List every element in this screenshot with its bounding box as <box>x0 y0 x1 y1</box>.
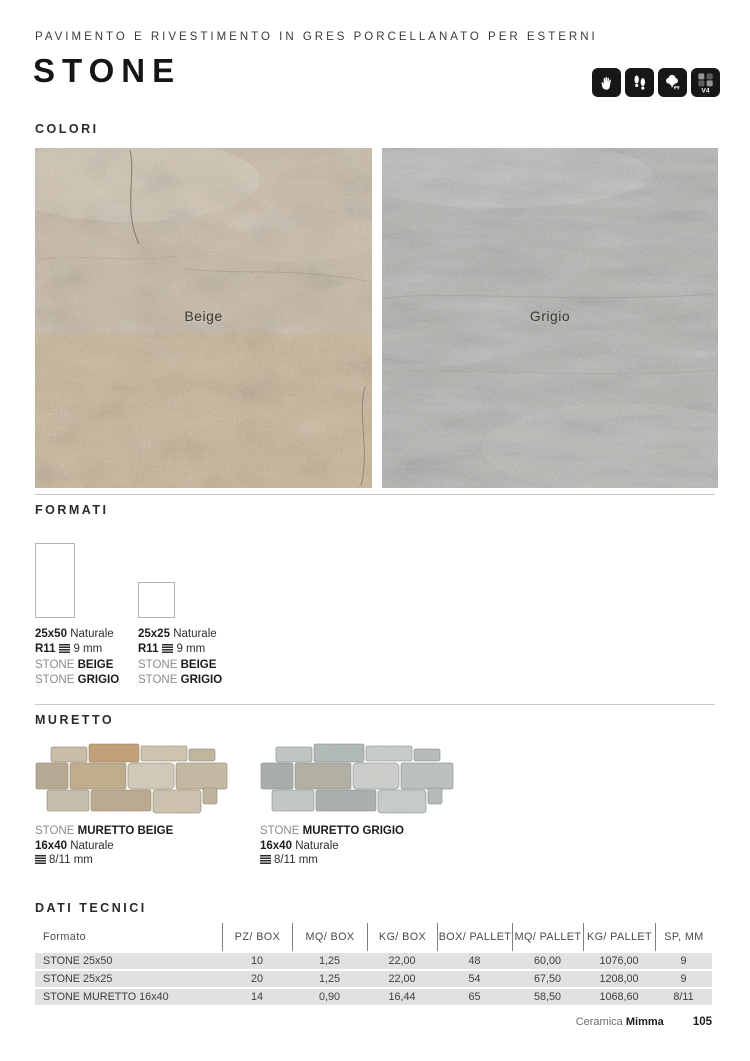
cell-value: 22,00 <box>388 955 416 967</box>
format-color-line: STONE BEIGE <box>35 659 114 671</box>
cell-value: 10 <box>250 955 263 967</box>
table-row <box>35 971 712 987</box>
section-heading-muretto: MURETTO <box>35 713 115 727</box>
color-swatch-beige <box>35 148 372 488</box>
cell-value: 1,25 <box>318 955 340 967</box>
section-heading-formati: FORMATI <box>35 503 109 517</box>
column-header: KG/ BOX <box>367 923 437 951</box>
cell-value: 20 <box>250 973 263 985</box>
cell-value: 1208,00 <box>599 973 639 985</box>
certification-icons <box>592 68 720 97</box>
cell-value: 48 <box>468 955 481 967</box>
table-row <box>35 953 712 969</box>
cell-value: 54 <box>468 973 481 985</box>
column-header: KG/ PALLET <box>583 923 655 951</box>
section-heading-dati-tecnici: DATI TECNICI <box>35 901 147 915</box>
page-number: 105 <box>692 1016 712 1028</box>
format-shape-25x25 <box>138 582 175 618</box>
format-color-line: STONE GRIGIO <box>35 674 120 686</box>
shade-variation-label: V4 <box>701 87 710 94</box>
muretto-name-line: STONE MURETTO BEIGE <box>35 825 174 837</box>
section-heading-colori: COLORI <box>35 122 99 136</box>
cell-value: 60,00 <box>533 955 562 967</box>
swatch-label-grigio: Grigio <box>529 308 571 324</box>
muretto-size-line: 16x40 Naturale <box>35 839 114 852</box>
muretto-name-line: STONE MURETTO GRIGIO <box>260 825 404 837</box>
cell-value: 1068,60 <box>599 991 639 1003</box>
cell-formato: STONE 25x25 <box>43 973 113 985</box>
column-header: BOX/ PALLET <box>437 923 512 951</box>
swatch-label-beige: Beige <box>184 308 223 324</box>
page-footer <box>35 1016 712 1028</box>
cell-value: 58,50 <box>533 991 562 1003</box>
divider-muretto <box>35 704 715 705</box>
muretto-thickness-line: 8/11 mm <box>260 853 404 869</box>
footprints-icon <box>625 68 654 97</box>
brand-name-bold: Mimma <box>625 1016 664 1028</box>
thickness-icon <box>260 854 271 869</box>
cell-value: 8/11 <box>673 991 694 1003</box>
format-spec-25x25 <box>138 627 222 688</box>
format-shape-25x50 <box>35 543 75 618</box>
table-header-row <box>35 923 712 951</box>
color-swatch-grigio <box>382 148 718 488</box>
format-size-line: 25x25 Naturale <box>138 628 217 640</box>
muretto-spec-beige <box>35 824 173 869</box>
cell-value: 9 <box>680 955 687 967</box>
cell-formato: STONE 25x50 <box>43 955 113 967</box>
format-slip-thickness-line: R11 9 mm <box>138 642 222 658</box>
divider-formati <box>35 494 715 495</box>
cell-value: 0,90 <box>318 991 340 1003</box>
muretto-size-line: 16x40 Naturale <box>260 839 339 852</box>
format-color-line: STONE BEIGE <box>138 659 217 671</box>
tree-outdoor-icon <box>658 68 687 97</box>
format-spec-25x50 <box>35 627 119 688</box>
page-title: STONE <box>33 52 182 89</box>
column-header: PZ/ BOX <box>222 923 292 951</box>
cell-value: 67,50 <box>533 973 562 985</box>
muretto-spec-grigio <box>260 824 404 869</box>
column-header: SP, MM <box>655 923 712 951</box>
page-subtitle: PAVIMENTO E RIVESTIMENTO IN GRES PORCELLANATO PER ESTERNI <box>35 31 598 43</box>
cell-value: 1,25 <box>318 973 340 985</box>
format-size-line: 25x50 Naturale <box>35 628 114 640</box>
brand-name: Ceramica <box>575 1016 623 1028</box>
column-header: MQ/ BOX <box>292 923 367 951</box>
format-color-line: STONE GRIGIO <box>138 674 223 686</box>
thickness-icon <box>59 643 70 658</box>
cell-value: 65 <box>468 991 481 1003</box>
muretto-image-grigio <box>260 743 455 822</box>
column-header: MQ/ PALLET <box>512 923 583 951</box>
muretto-thickness-line: 8/11 mm <box>35 853 173 869</box>
format-slip-thickness-line: R11 9 mm <box>35 642 119 658</box>
thickness-icon <box>162 643 173 658</box>
muretto-image-beige <box>35 743 228 822</box>
cell-value: 14 <box>250 991 263 1003</box>
cell-value: 16,44 <box>388 991 416 1003</box>
hand-icon <box>592 68 621 97</box>
shade-variation-icon <box>691 68 720 97</box>
cell-value: 1076,00 <box>599 955 639 967</box>
table-row <box>35 989 712 1005</box>
cell-value: 9 <box>680 973 687 985</box>
cell-value: 22,00 <box>388 973 416 985</box>
cell-formato: STONE MURETTO 16x40 <box>43 991 169 1003</box>
column-header: Formato <box>43 931 86 943</box>
technical-data-table <box>35 923 712 1005</box>
thickness-icon <box>35 854 46 869</box>
